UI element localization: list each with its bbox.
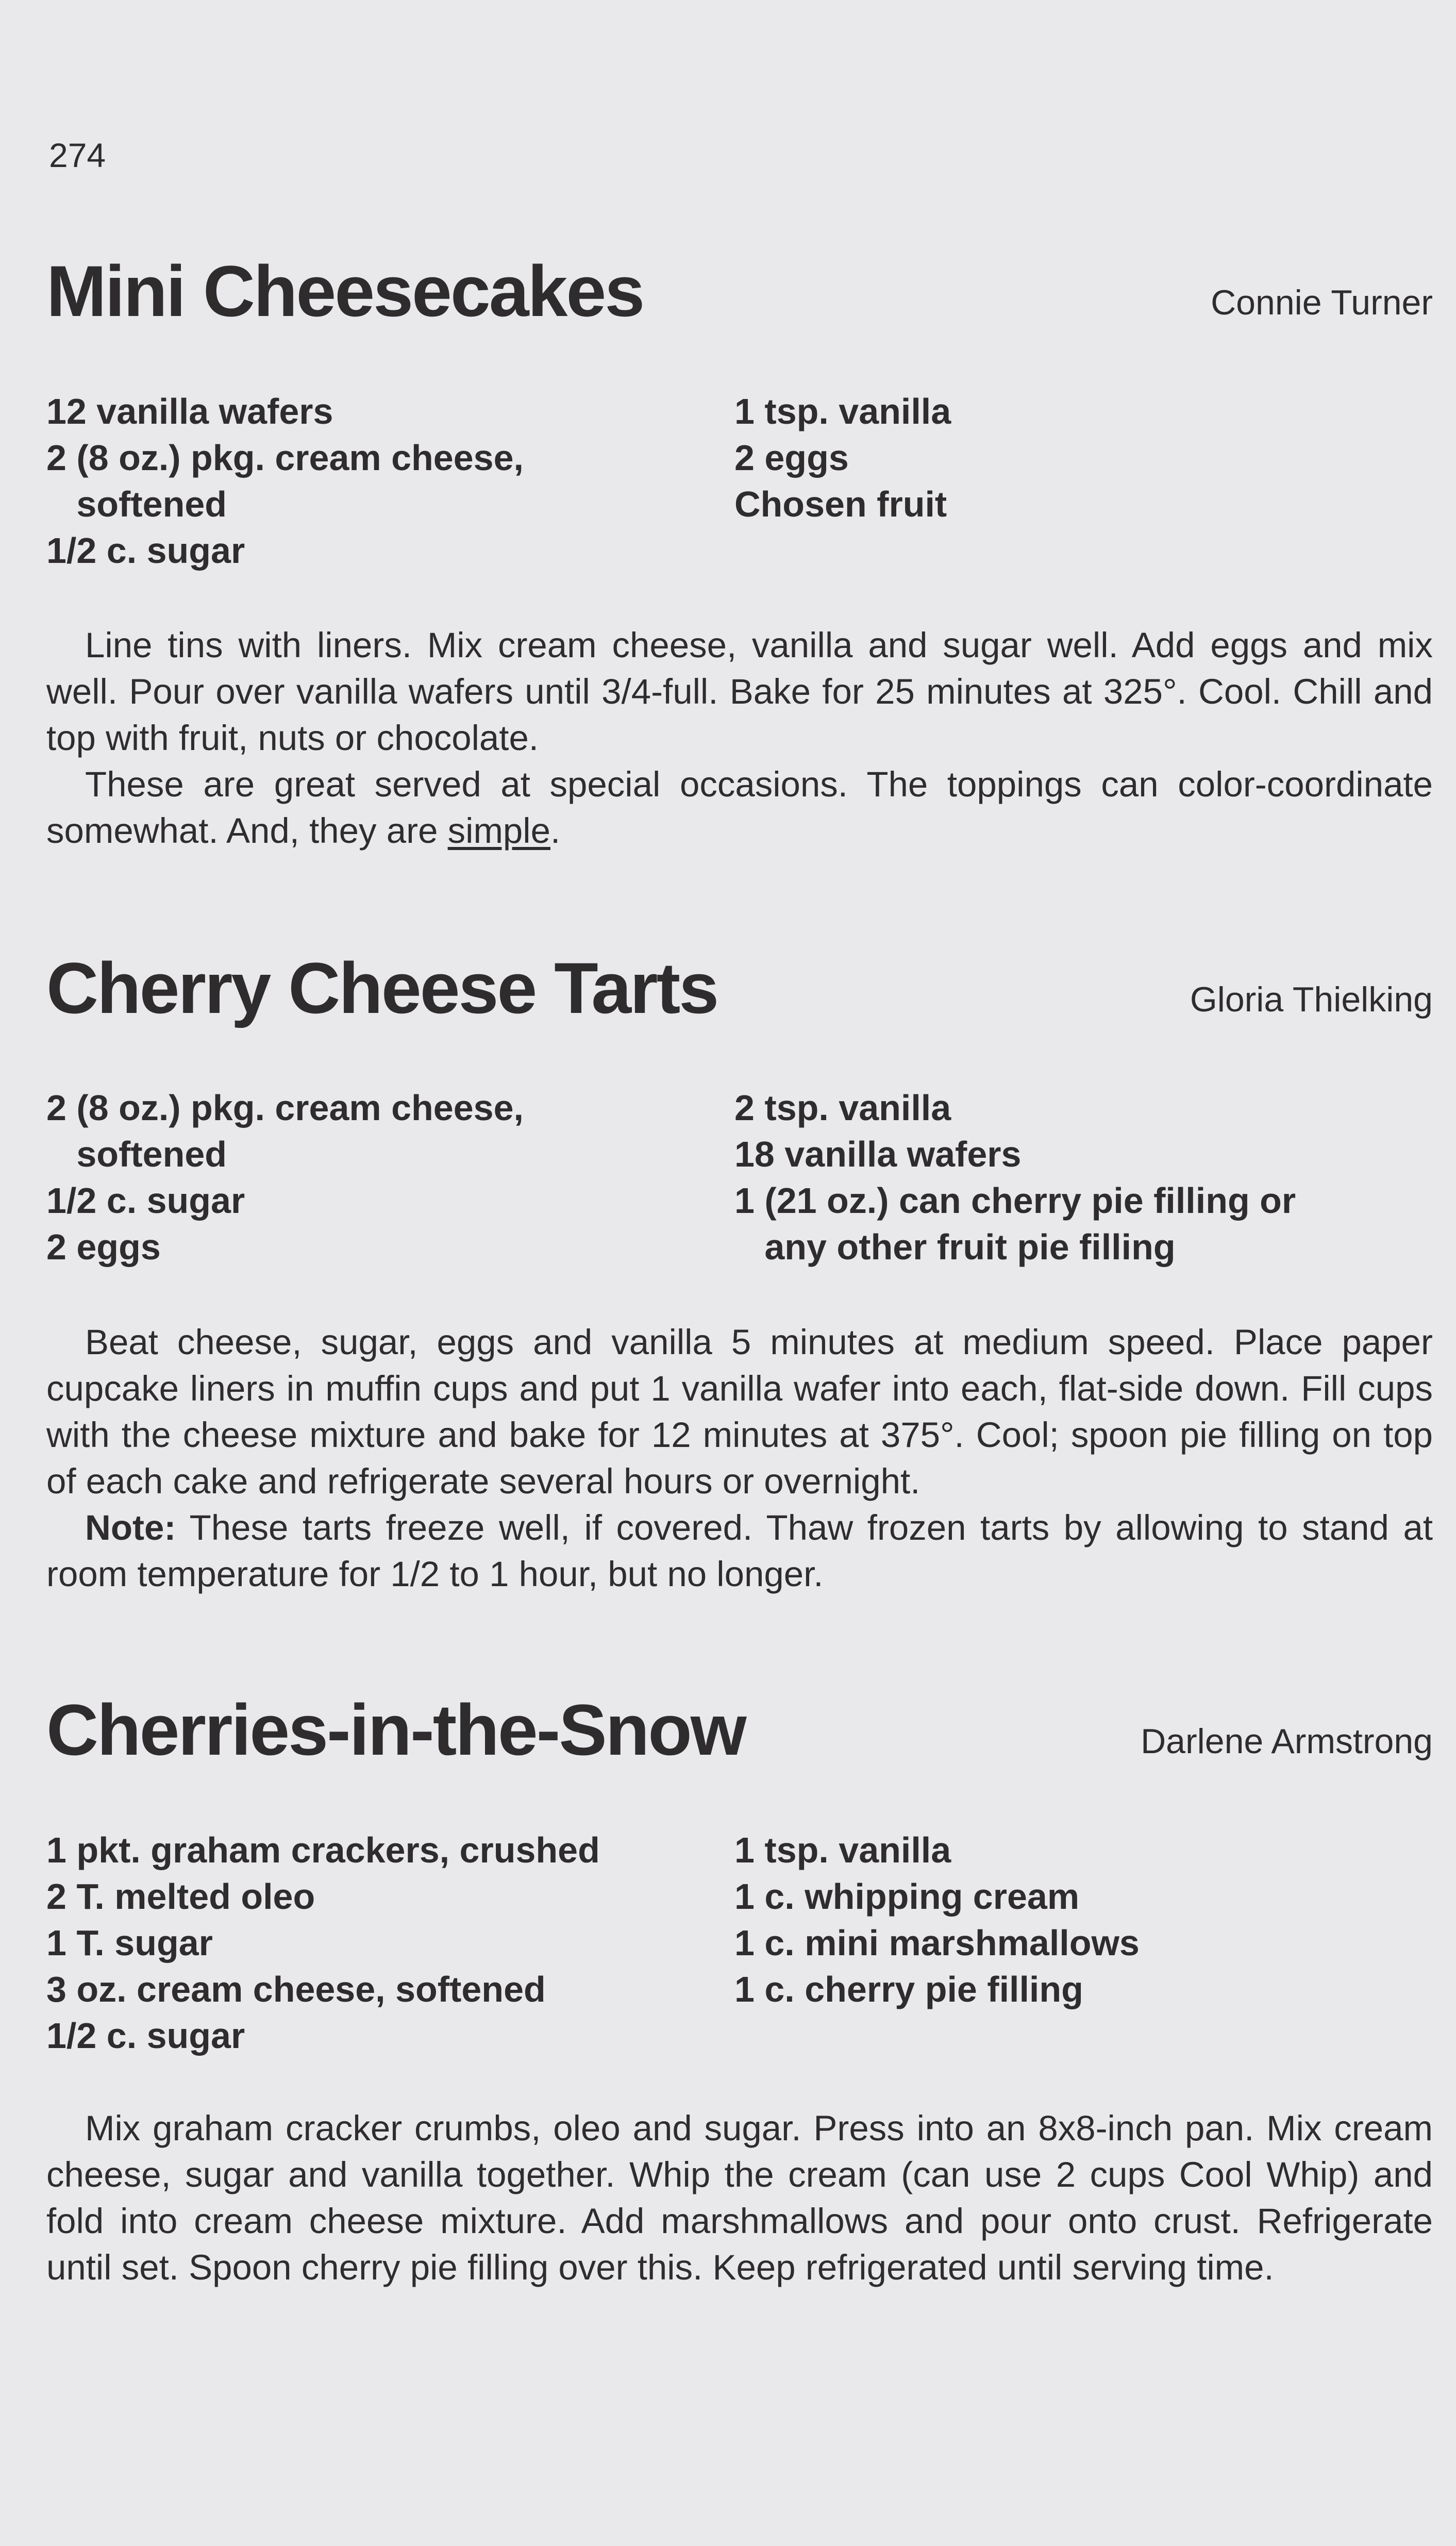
ingredient-item: 1 tsp. vanilla bbox=[734, 391, 951, 431]
instruction-paragraph: Line tins with liners. Mix cream cheese, vanilla and sugar well. Add eggs and mix well. Pour over vanilla wafers until 3/4-full. Bake for 25 minutes at 325°. Cool. Chill and top with fruit, nuts or chocolate. bbox=[46, 625, 1433, 758]
underlined-word: simple bbox=[447, 811, 550, 851]
recipe-cherry-cheese-tarts bbox=[46, 947, 1433, 1594]
ingredients-list bbox=[46, 1827, 1433, 2064]
recipe-author: Connie Turner bbox=[1211, 283, 1433, 322]
page-number: 274 bbox=[49, 136, 106, 174]
ingredient-item: 2 tsp. vanilla bbox=[734, 1088, 951, 1128]
ingredients-list bbox=[46, 1085, 1433, 1275]
ingredient-item: softened bbox=[46, 1134, 227, 1174]
ingredient-item: 2 (8 oz.) pkg. cream cheese, bbox=[46, 1088, 524, 1128]
ingredients-left-column bbox=[46, 1085, 732, 1270]
instruction-paragraph: Mix graham cracker crumbs, oleo and sugar. Press into an 8x8-inch pan. Mix cream cheese, sugar and vanilla together. Whip the cream (can use 2 cups Cool Whip) and fold into cream cheese mixture. Add marshmallows and pour onto crust. Refrigerate until set. Spoon cherry pie filling over this. Keep refrigerated until serving time. bbox=[46, 2108, 1433, 2287]
ingredients-right-column bbox=[734, 388, 1433, 527]
ingredients-list bbox=[46, 388, 1433, 579]
recipe-cherries-in-the-snow bbox=[46, 1689, 1433, 2287]
recipe-note bbox=[46, 1505, 1433, 1598]
recipe-title: Cherries-in-the-Snow bbox=[46, 1689, 745, 1770]
note-label: Note: bbox=[85, 1508, 176, 1547]
ingredient-item: 1 c. mini marshmallows bbox=[734, 1923, 1140, 1963]
ingredient-item: Chosen fruit bbox=[734, 484, 947, 524]
ingredient-item: any other fruit pie filling bbox=[734, 1227, 1176, 1267]
recipe-note bbox=[46, 761, 1433, 854]
ingredients-left-column bbox=[46, 1827, 732, 2059]
recipe-instructions bbox=[46, 1319, 1433, 1598]
recipe-author: Darlene Armstrong bbox=[1141, 1722, 1433, 1761]
recipe-header bbox=[46, 947, 1433, 1029]
ingredients-left-column bbox=[46, 388, 732, 574]
ingredient-item: 18 vanilla wafers bbox=[734, 1134, 1022, 1174]
note-text: These are great served at special occasions. The toppings can color-coordinate somewhat. And, they are bbox=[46, 764, 1433, 851]
ingredient-item: 1 c. whipping cream bbox=[734, 1876, 1080, 1917]
ingredient-item: 2 eggs bbox=[46, 1227, 161, 1267]
ingredient-item: 2 eggs bbox=[734, 438, 849, 478]
recipe-instructions bbox=[46, 622, 1433, 854]
recipe-title: Cherry Cheese Tarts bbox=[46, 947, 718, 1028]
recipe-mini-cheesecakes bbox=[46, 251, 1433, 851]
recipe-header bbox=[46, 251, 1433, 332]
ingredients-right-column bbox=[734, 1827, 1433, 2012]
note-end: . bbox=[550, 811, 561, 851]
ingredient-item: 1/2 c. sugar bbox=[46, 1180, 245, 1221]
ingredient-item: 1/2 c. sugar bbox=[46, 530, 245, 571]
note-text: These tarts freeze well, if covered. Thaw frozen tarts by allowing to stand at room temperature for 1/2 to 1 hour, but no longer. bbox=[46, 1508, 1433, 1594]
ingredient-item: 3 oz. cream cheese, softened bbox=[46, 1969, 546, 2009]
recipe-header bbox=[46, 1689, 1433, 1771]
ingredient-item: 1 (21 oz.) can cherry pie filling or bbox=[734, 1180, 1296, 1221]
ingredient-item: 2 T. melted oleo bbox=[46, 1876, 315, 1917]
ingredient-item: 1 pkt. graham crackers, crushed bbox=[46, 1830, 600, 1870]
ingredients-right-column bbox=[734, 1085, 1433, 1270]
recipe-instructions bbox=[46, 2105, 1433, 2291]
ingredient-item: 1 c. cherry pie filling bbox=[734, 1969, 1083, 2009]
ingredient-item: 1 T. sugar bbox=[46, 1923, 213, 1963]
ingredient-item: softened bbox=[46, 484, 227, 524]
recipe-author: Gloria Thielking bbox=[1190, 980, 1433, 1019]
ingredient-item: 2 (8 oz.) pkg. cream cheese, bbox=[46, 438, 524, 478]
ingredient-item: 1/2 c. sugar bbox=[46, 2016, 245, 2056]
instruction-paragraph: Beat cheese, sugar, eggs and vanilla 5 minutes at medium speed. Place paper cupcake liners in muffin cups and put 1 vanilla wafer into each, flat-side down. Fill cups with the cheese mixture and bake for 12 minutes at 375°. Cool; spoon pie filling on top of each cake and refrigerate several hours or overnight. bbox=[46, 1322, 1433, 1501]
ingredient-item: 1 tsp. vanilla bbox=[734, 1830, 951, 1870]
ingredient-item: 12 vanilla wafers bbox=[46, 391, 333, 431]
recipe-title: Mini Cheesecakes bbox=[46, 251, 644, 331]
